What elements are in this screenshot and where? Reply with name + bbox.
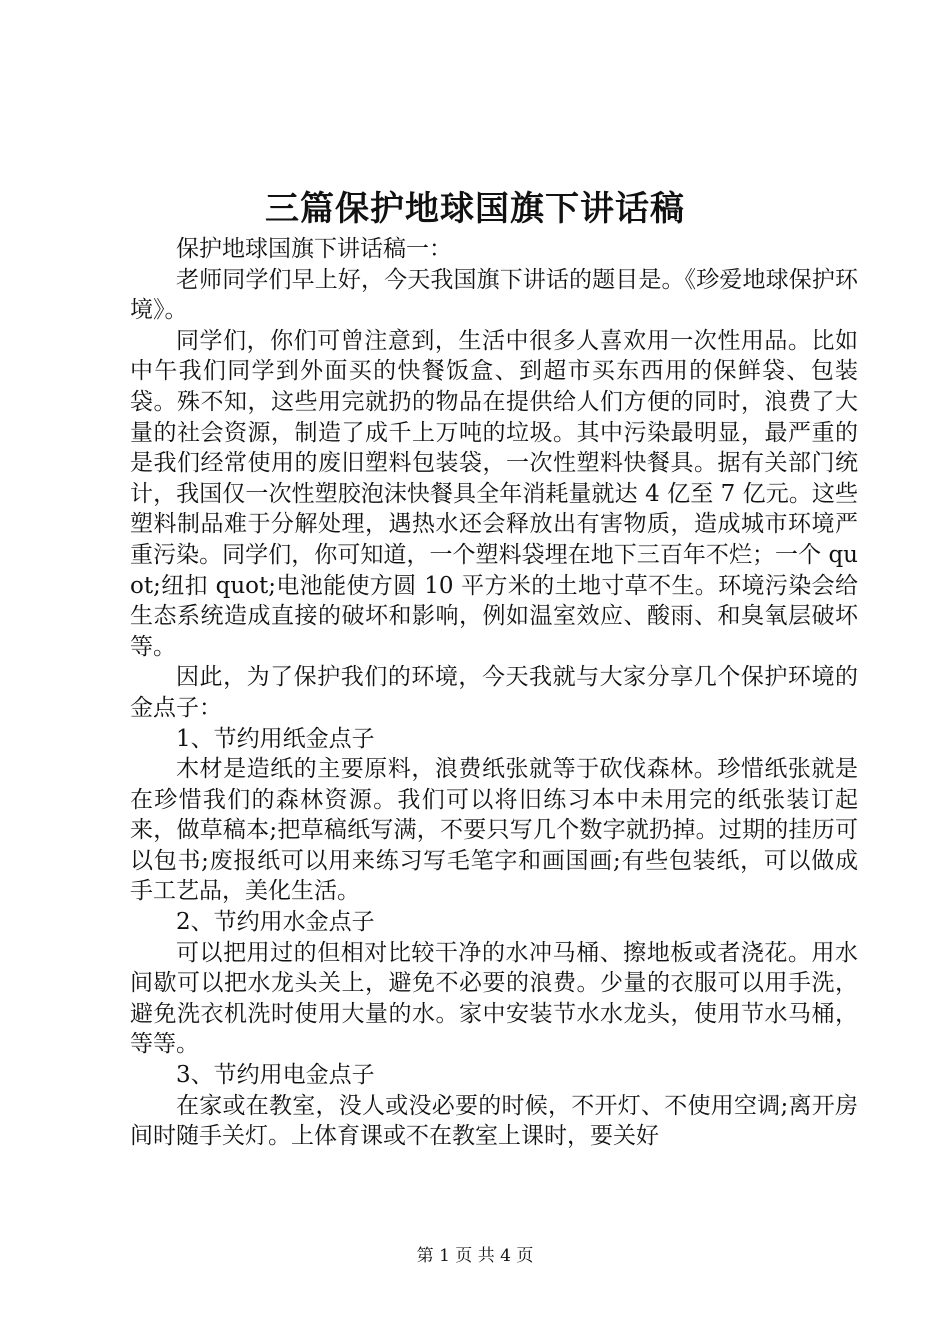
heading-save-paper: 1、节约用纸金点子 (176, 725, 375, 752)
heading-save-electricity: 3、节约用电金点子 (176, 1062, 375, 1089)
paragraph-greeting: 老师同学们早上好，今天我国旗下讲话的题目是。《珍爱地球保护环境》。 (130, 266, 858, 324)
document-body (130, 234, 858, 1152)
document-title: 三篇保护地球国旗下讲话稿 (265, 189, 685, 229)
paragraph-intro-label: 保护地球国旗下讲话稿一： (176, 236, 452, 262)
paragraph-save-paper: 木材是造纸的主要原料，浪费纸张就等于砍伐森林。珍惜纸张就是在珍惜我们的森林资源。我们可以将旧练习本中未用完的纸张装订起来，做草稿本;把草稿纸写满，不要只写几个数字就扔掉。过期的挂历可以包书;废报纸可以用来练习写毛笔字和画国画;有些包装纸，可以做成手工艺品，美化生活。 (130, 756, 858, 905)
paragraph-pollution: 同学们，你们可曾注意到，生活中很多人喜欢用一次性用品。比如中午我们同学到外面买的快餐饭盒、到超市买东西用的保鲜袋、包装袋。殊不知，这些用完就扔的物品在提供给人们方便的同时，浪费了大量的社会资源，制造了成千上万吨的垃圾。其中污染最明显，最严重的是我们经常使用的废旧塑料包装袋，一次性塑料快餐具。据有关部门统计，我国仅一次性塑胶泡沫快餐具全年消耗量就达 4 亿至 7 亿元。这些塑料制品难于分解处理，遇热水还会释放出有害物质，造成城市环境严重污染。同学们，你可知道，一个塑料袋埋在地下三百年不烂；一个 quot;纽扣 quot;电池能使方圆 10 平方米的土地寸草不生。环境污染会给生态系统造成直接的破坏和影响，例如温室效应、酸雨、和臭氧层破坏等。 (130, 327, 858, 660)
paragraph-save-electricity: 在家或在教室，没人或没必要的时候，不开灯、不使用空调;离开房间时随手关灯。上体育课或不在教室上课时，要关好 (130, 1092, 858, 1150)
page-footer: 第 1 页 共 4 页 (416, 1246, 534, 1266)
heading-save-water: 2、节约用水金点子 (176, 909, 375, 936)
paragraph-transition: 因此，为了保护我们的环境，今天我就与大家分享几个保护环境的金点子： (130, 664, 858, 721)
paragraph-save-water: 可以把用过的但相对比较干净的水冲马桶、擦地板或者浇花。用水间歇可以把水龙头关上，避免不必要的浪费。少量的衣服可以用手洗，避免洗衣机洗时使用大量的水。家中安装节水水龙头，使用节水马桶，等等。 (130, 939, 858, 1058)
